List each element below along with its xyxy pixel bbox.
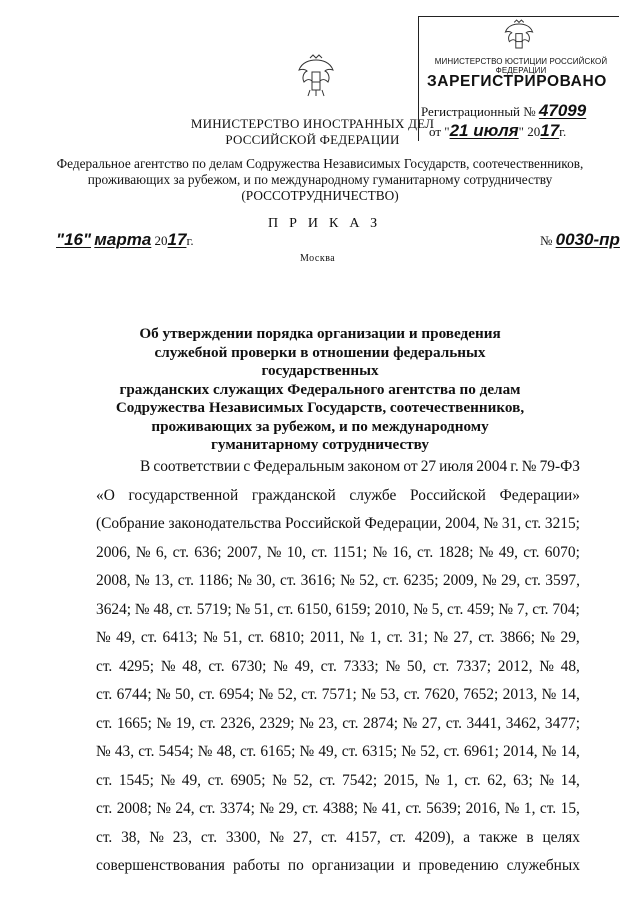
stamp-year-suffix: г. (559, 124, 567, 139)
stamp-date: 21 июля (449, 121, 519, 140)
body-word: 2010, (374, 600, 410, 618)
body-word: 27, (421, 714, 442, 732)
body-word: ст. (405, 800, 422, 817)
body-word: и (402, 857, 411, 874)
body-word: ст. (341, 743, 358, 760)
body-word: службе (349, 486, 397, 504)
body-line (96, 710, 580, 739)
order-number-value: 0030-пр (555, 230, 620, 249)
body-word: 10, (286, 543, 306, 561)
body-word: ст. (208, 657, 225, 675)
body-word: Федерации» (499, 486, 580, 504)
body-word: 23, (318, 714, 338, 732)
stamp-date-line (429, 121, 566, 141)
title-line: гуманитарному сотрудничеству (211, 436, 429, 453)
body-word: 7620, (424, 686, 459, 703)
body-word: ст. (389, 828, 406, 846)
body-word: № (498, 600, 514, 618)
body-word: июля (439, 458, 474, 475)
body-word: а (463, 828, 471, 846)
body-word: 2326, (220, 714, 255, 732)
body-word: 6810; (269, 629, 305, 646)
body-word: 3616; (300, 572, 336, 589)
body-word: ст. (523, 543, 540, 561)
body-word: 43, (114, 743, 135, 760)
body-word: 3462, (505, 714, 541, 732)
agency-line3: (РОССОТРУДНИЧЕСТВО) (241, 188, 399, 203)
body-word: 2016, (465, 800, 501, 817)
order-date-quote-open: " (56, 230, 65, 249)
body-word: ст. (539, 800, 557, 817)
body-line (96, 824, 580, 853)
body-word: 1, (369, 629, 382, 646)
body-word: ст. (478, 629, 495, 646)
body-word: 6905; (230, 771, 266, 789)
body-word: ст. (386, 629, 403, 646)
body-line (96, 539, 580, 568)
body-word: ст. (247, 629, 265, 646)
body-word: 19, (175, 714, 195, 732)
body-word: ст. (96, 657, 113, 675)
body-word: 16, (392, 543, 412, 561)
body-word: Федерации, (364, 515, 442, 532)
body-word: № (521, 458, 537, 475)
stamp-emblem-icon (503, 17, 535, 55)
body-word: № (385, 657, 401, 675)
body-word: ст. (138, 743, 155, 760)
body-word: 31, (501, 515, 522, 532)
body-word: № (539, 657, 554, 675)
body-word: 3300, (225, 828, 261, 846)
body-word: ст. (177, 572, 194, 589)
body-word: гражданской (251, 486, 336, 504)
agency-line2: проживающих за рубежом, и по международному гуманитарному сотрудничеству (87, 172, 553, 187)
body-line (96, 567, 580, 596)
body-word: 3441, (466, 714, 502, 732)
body-word: 6165; (260, 743, 296, 760)
body-word: № (269, 828, 285, 846)
body-word: 6235; (403, 572, 439, 589)
body-word: соответствии (153, 458, 241, 475)
body-word: 2006, (96, 543, 131, 561)
body-word: № (483, 515, 499, 532)
body-word: ст. (320, 657, 337, 675)
coat-of-arms-icon (296, 52, 336, 98)
body-word: 2329; (259, 714, 295, 732)
body-word: № (273, 657, 288, 675)
order-number-label: № (540, 233, 553, 248)
body-word: Российской (285, 515, 361, 532)
body-word: 6, (155, 543, 168, 561)
body-word: 1665; (116, 714, 152, 732)
order-year-suffix: г. (186, 233, 194, 248)
body-word: ст. (443, 743, 460, 760)
body-line (96, 596, 580, 625)
order-word: ПРИКАЗ (268, 216, 389, 231)
body-word: 2011, (310, 629, 345, 646)
body-word: № (361, 686, 376, 703)
title-line: проживающих за рубежом, и по международному (151, 417, 489, 435)
body-word: г. (510, 458, 519, 475)
body-word: 6159; (335, 600, 371, 618)
agency-line1: Федеральное агентство по делам Содружества Независимых Государств, соотечественников, (56, 156, 584, 171)
body-line (96, 453, 580, 482)
body-word: ст. (432, 657, 450, 675)
body-word: 52, (359, 572, 379, 589)
body-word: 6744; (116, 686, 152, 703)
body-word: 3477; (544, 714, 580, 732)
stamp-reg-number: 47099 (538, 101, 587, 120)
body-word: ст. (140, 629, 158, 646)
body-word: 6070; (544, 543, 580, 561)
body-word: 24, (175, 800, 195, 817)
body-word: № (349, 629, 365, 646)
body-word: № (424, 771, 440, 789)
body-word: 62, (487, 771, 507, 789)
body-word: 1545; (118, 771, 154, 789)
body-word: 51, (223, 629, 243, 646)
body-word: 48, (153, 600, 173, 618)
body-word: ст. (198, 686, 215, 703)
body-word: 2015, (383, 771, 419, 789)
body-line (96, 795, 580, 824)
body-word: 2008; (116, 800, 152, 817)
body-word: 53, (380, 686, 400, 703)
body-word: 2013, (502, 686, 538, 703)
agency-header (40, 156, 600, 204)
body-word: 3215; (544, 515, 580, 532)
body-word: по (287, 857, 304, 874)
document-body (96, 453, 580, 881)
body-word: ст. (319, 771, 336, 789)
body-word: № (401, 743, 416, 760)
body-word: № (96, 743, 111, 760)
body-word: 2008, (96, 572, 131, 589)
body-word: № (258, 686, 274, 703)
body-word: 3866; (499, 629, 535, 646)
body-word: 4295; (119, 657, 155, 675)
body-word: 50, (406, 657, 427, 675)
body-word: 48, (560, 657, 580, 675)
ministry-line1: МИНИСТЕРСТВО ИНОСТРАННЫХ ДЕЛ (190, 116, 435, 131)
body-word: 29, (278, 800, 298, 817)
body-word: ст. (277, 600, 294, 618)
body-word: 48, (216, 743, 236, 760)
body-word: № (539, 771, 555, 789)
body-word: № (134, 600, 150, 618)
body-word: 27, (453, 629, 473, 646)
body-word: работы (232, 857, 280, 874)
body-word: № (340, 572, 355, 589)
stamp-registration-line (421, 101, 586, 121)
body-word: № (481, 572, 497, 589)
body-line (96, 624, 580, 653)
body-word: № (541, 686, 557, 703)
body-word: № (413, 600, 428, 618)
body-word: ст. (200, 828, 218, 846)
body-word: от (403, 458, 418, 475)
body-word: 41, (381, 800, 401, 817)
body-word: № (160, 657, 176, 675)
body-word: № (362, 800, 378, 817)
body-word: 49, (294, 657, 314, 675)
body-word: 27, (292, 828, 313, 846)
body-word: 27 (420, 458, 437, 475)
body-word: 5639; (426, 800, 462, 817)
ministry-line2: РОССИЙСКОЙ ФЕДЕРАЦИИ (225, 132, 400, 147)
body-word: организации (311, 857, 395, 874)
order-date-day: 16 (64, 230, 83, 249)
body-word: 4157, (346, 828, 381, 846)
registration-stamp (418, 16, 619, 141)
stamp-ministry: МИНИСТЕРСТВО ЮСТИЦИИ РОССИЙСКОЙ ФЕДЕРАЦИИ (434, 57, 608, 75)
body-word: ст. (96, 714, 113, 732)
body-word: 14, (560, 743, 580, 760)
body-word: 459; (467, 600, 495, 618)
body-word: 79-ФЗ (539, 458, 580, 475)
body-word: № (235, 600, 251, 618)
body-word: ст. (321, 828, 338, 846)
body-word: ст. (96, 828, 113, 846)
body-word: 2874; (363, 714, 399, 732)
body-word: 49, (498, 543, 518, 561)
body-word: 14, (560, 686, 580, 703)
order-date-month: марта (94, 230, 152, 249)
body-word: 7, (516, 600, 529, 618)
body-word: ст. (416, 543, 434, 561)
body-word: № (135, 543, 151, 561)
body-word: ст. (207, 771, 224, 789)
order-year: 17 (167, 230, 187, 249)
body-word: в (526, 828, 534, 846)
body-word: ст. (524, 515, 542, 532)
body-word: 704; (552, 600, 580, 618)
body-word: № (541, 743, 557, 760)
body-word: 2014, (503, 743, 538, 760)
body-word: 52, (420, 743, 440, 760)
stamp-registered: ЗАРЕГИСТРИРОВАНО (427, 73, 607, 90)
body-line (96, 510, 580, 539)
body-line (96, 767, 580, 796)
body-word: государственной (128, 486, 239, 504)
body-word: 63; (513, 771, 533, 789)
title-line: Содружества Независимых Государств, соотечественников, (115, 399, 525, 416)
body-word: ст. (445, 714, 462, 732)
body-word: 1, (523, 800, 536, 817)
title-line: Об утверждении порядка организации и проведения (139, 325, 501, 342)
stamp-year: 17 (540, 121, 560, 140)
body-word: ст. (464, 771, 481, 789)
body-word: 2007, (226, 543, 262, 561)
order-city: Москва (300, 253, 336, 264)
body-word: 7652; (463, 686, 499, 703)
body-word: 636; (194, 543, 222, 561)
body-word: 3624; (96, 600, 132, 618)
body-word: 6961; (463, 743, 499, 760)
body-word: 2004 (476, 458, 508, 475)
body-word: 49, (318, 743, 338, 760)
body-word: ст. (199, 714, 216, 732)
body-word: 6150, (297, 600, 332, 618)
body-word: ст. (199, 800, 216, 817)
body-word: 31; (408, 629, 428, 646)
body-word: № (156, 800, 171, 817)
body-line (96, 681, 580, 710)
body-word: № (402, 714, 418, 732)
body-word: ст. (172, 543, 189, 561)
body-word: ст. (301, 686, 318, 703)
body-word: 52, (277, 686, 297, 703)
body-word: 50, (174, 686, 195, 703)
body-word: ст. (280, 572, 297, 589)
body-word: Федеральным (253, 458, 345, 475)
body-word: № (135, 572, 150, 589)
body-word: 7542; (342, 771, 378, 789)
body-word: 3374; (219, 800, 255, 817)
document-title (110, 325, 530, 455)
stamp-date-prefix: от " (429, 124, 450, 139)
body-word: ст. (239, 743, 257, 760)
body-word: № (197, 743, 213, 760)
body-word: 51, (254, 600, 274, 618)
body-word: 49, (181, 771, 202, 789)
body-word: № (149, 828, 164, 846)
body-word: 15, (560, 800, 580, 817)
title-line: служебной проверки в отношении федеральных государственных (154, 343, 486, 379)
body-line (96, 653, 580, 682)
body-word: ст. (447, 600, 464, 618)
body-word: В (140, 458, 151, 475)
body-word: проведению (418, 857, 499, 874)
body-word: ст. (96, 771, 113, 789)
body-word: 4388; (322, 800, 359, 817)
body-word: 3597, (545, 572, 580, 589)
order-year-prefix: 20 (154, 233, 168, 248)
body-word: 2004, (444, 515, 480, 532)
body-word: № (237, 572, 252, 589)
body-word: № (272, 771, 287, 789)
body-word: 1186; (198, 572, 233, 589)
body-word: целях (542, 828, 580, 846)
body-word: 5719; (196, 600, 232, 618)
body-line (96, 738, 580, 767)
body-word: ст. (382, 572, 400, 589)
body-word: № (372, 543, 388, 561)
body-word: 6315; (362, 743, 398, 760)
body-word: 5454; (158, 743, 194, 760)
body-word: ст. (524, 572, 541, 589)
body-word: № (299, 743, 315, 760)
body-word: № (259, 800, 275, 817)
body-word: № (504, 800, 520, 817)
body-word: ст. (532, 600, 549, 618)
body-word: 2009, (442, 572, 478, 589)
body-word: 1828; (438, 543, 474, 561)
body-word: Российской (410, 486, 486, 504)
body-word: ст. (302, 800, 319, 817)
body-word: «О (96, 486, 115, 504)
body-line (96, 852, 580, 881)
body-word: № (433, 629, 449, 646)
order-date-quote-close: " (82, 230, 92, 249)
body-word: 49, (116, 629, 136, 646)
body-word: ст. (311, 543, 328, 561)
body-word: 14, (560, 771, 580, 789)
body-word: 1, (446, 771, 458, 789)
body-word: 6413; (162, 629, 198, 646)
body-word: 38, (121, 828, 141, 846)
ministry-header (190, 116, 435, 148)
body-word: ст. (96, 686, 113, 703)
body-word: 29, (501, 572, 521, 589)
body-word: № (156, 714, 172, 732)
body-word: № (266, 543, 282, 561)
body-word: 6954; (219, 686, 255, 703)
body-word: 7571; (321, 686, 357, 703)
body-word: № (478, 543, 494, 561)
body-word: 2012, (497, 657, 533, 675)
body-word: с (243, 458, 251, 475)
stamp-reg-label: Регистрационный № (421, 104, 536, 119)
body-word: 4209), (414, 828, 455, 846)
body-word: 23, (172, 828, 192, 846)
body-word: 1151; (332, 543, 368, 561)
body-word: 30, (256, 572, 276, 589)
body-word: 52, (293, 771, 313, 789)
body-line (96, 482, 580, 511)
body-word: 7337; (455, 657, 492, 675)
order-date (56, 230, 194, 250)
body-word: законодательства (168, 515, 282, 532)
body-word: № (540, 629, 556, 646)
title-line: гражданских служащих Федерального агентства по делам (119, 380, 521, 398)
body-word: № (203, 629, 218, 646)
body-word: ст. (176, 600, 193, 618)
body-word: ст. (403, 686, 420, 703)
body-word: 5, (431, 600, 444, 618)
body-word: 48, (182, 657, 202, 675)
body-word: № (299, 714, 314, 732)
body-word: ст. (96, 800, 113, 817)
body-word: служебных (506, 857, 580, 874)
body-word: 13, (154, 572, 174, 589)
body-word: 29, (560, 629, 580, 646)
body-word: № (155, 686, 171, 703)
stamp-year-prefix: " 20 (518, 124, 541, 139)
order-number (540, 230, 620, 250)
body-word: № (96, 629, 111, 646)
body-word: № (160, 771, 176, 789)
body-word: (Собрание (96, 515, 165, 532)
body-word: 6730; (231, 657, 267, 675)
body-word: также (478, 828, 518, 846)
body-word: ст. (342, 714, 359, 732)
body-word: совершенствования (96, 857, 226, 874)
body-word: законом (347, 458, 401, 475)
body-word: 7333; (343, 657, 379, 675)
